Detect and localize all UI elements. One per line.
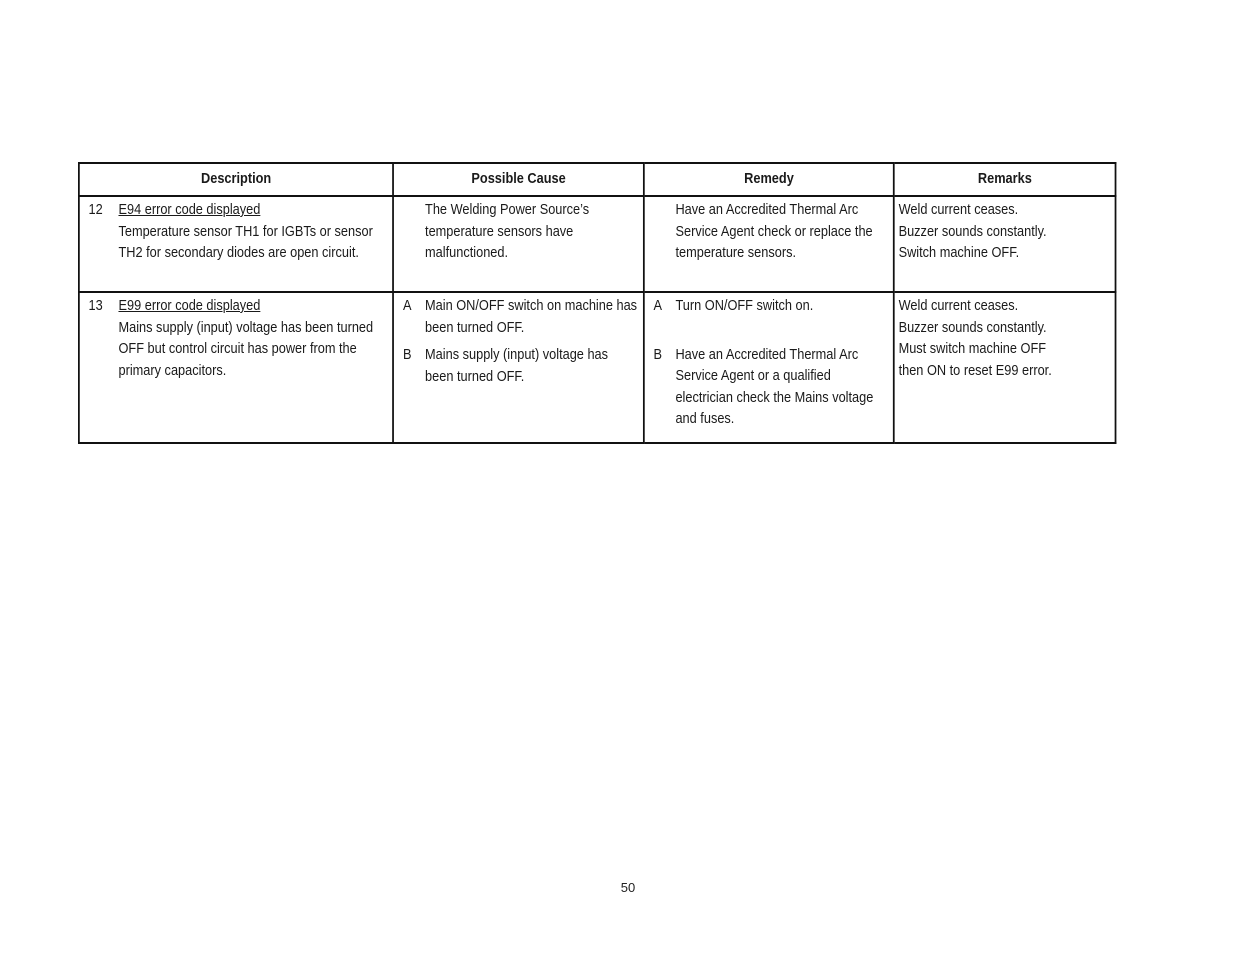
remedy-letter: B: [653, 346, 662, 363]
remark-line: Buzzer sounds constantly.: [898, 223, 1047, 240]
fault-title: E99 error code displayed: [118, 298, 261, 314]
table-row: [79, 292, 1116, 443]
fault-title: E94 error code displayed: [118, 202, 261, 218]
cause-letter: [398, 200, 425, 265]
remark-line: Weld current ceases.: [898, 298, 1019, 314]
remedy-text: Have an Accredited Thermal Arc Service Agent or a qualified electrician check the Mains voltage and fuses.: [675, 346, 874, 427]
remedy-text: Have an Accredited Thermal Arc Service Agent check or replace the temperature sensors.: [675, 202, 873, 261]
cause-cell: [393, 292, 643, 443]
table-header-row: [79, 163, 1116, 196]
cause-letter: A: [403, 298, 412, 314]
fault-description: Temperature sensor TH1 for IGBTs or sensor TH2 for secondary diodes are open circuit.: [118, 223, 373, 261]
page-number: 50: [620, 880, 636, 895]
remarks-cell: [894, 292, 1115, 443]
cause-text: The Welding Power Source’s temperature sensors have malfunctioned.: [425, 202, 590, 261]
remedy-letter: A: [653, 298, 662, 314]
description-cell: [79, 196, 393, 292]
cause-letter: B: [403, 347, 412, 363]
troubleshooting-table: [78, 162, 1116, 444]
remark-line: Switch machine OFF.: [898, 245, 1020, 261]
remarks-cell: [894, 196, 1115, 292]
remedy-text: Turn ON/OFF switch on.: [675, 298, 814, 314]
description-cell: [79, 292, 393, 443]
cause-cell: [393, 196, 643, 292]
cause-text: Main ON/OFF switch on machine has been turned OFF.: [425, 298, 638, 336]
fault-number: 12: [88, 202, 103, 218]
remedy-cell: [644, 196, 894, 292]
header-remedy: Remedy: [644, 163, 894, 196]
remedy-letter: [648, 200, 675, 265]
remark-line: Weld current ceases.: [898, 202, 1019, 218]
cause-text: Mains supply (input) voltage has been turned OFF.: [425, 347, 609, 385]
remark-line: Must switch machine OFF: [898, 341, 1047, 357]
header-remarks: Remarks: [894, 163, 1115, 196]
remedy-cell: [644, 292, 894, 443]
fault-description: Mains supply (input) voltage has been turned OFF but control circuit has power from the primary capacitors.: [118, 319, 374, 379]
header-possible-cause: Possible Cause: [393, 163, 643, 196]
remark-line: Buzzer sounds constantly.: [898, 319, 1047, 336]
table-row: [79, 196, 1116, 292]
remark-line: then ON to reset E99 error.: [898, 362, 1052, 379]
fault-number: 13: [88, 298, 103, 314]
header-description: Description: [79, 163, 393, 196]
